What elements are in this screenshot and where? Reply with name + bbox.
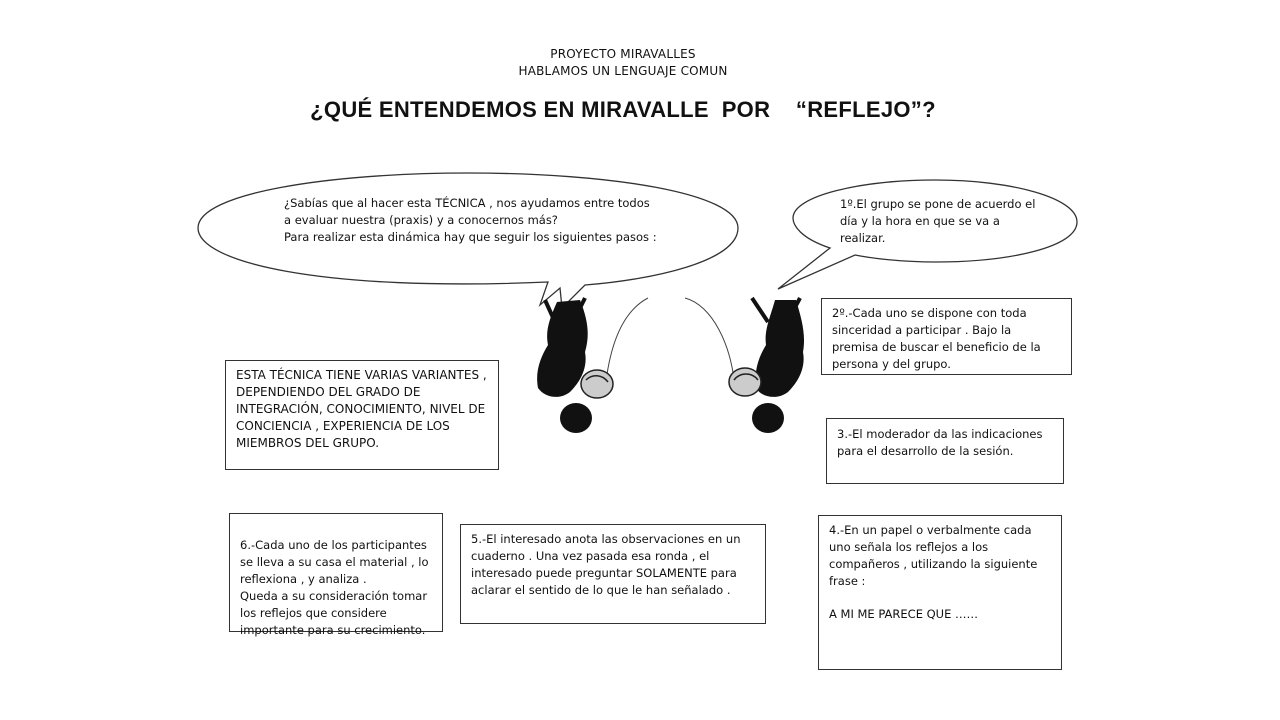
project-name: PROYECTO MIRAVALLES [550,47,696,61]
left-arc [605,298,648,390]
step-4-text: 4.-En un papel o verbalmente cada uno señala los reflejos a los compañeros , utilizando la siguiente frase : [829,523,1038,588]
step-6-text: 6.-Cada uno de los participantes se lleva a su casa el material , lo reflexiona , y analiza . Queda a su consideración tomar los reflejos que considere importante para su crecimiento. [240,538,429,637]
step-2-box [821,298,1072,375]
page-title: ¿QUÉ ENTENDEMOS EN MIRAVALLE POR “REFLEJO”? [310,97,936,122]
project-subtitle: HABLAMOS UN LENGUAJE COMUN [518,64,728,78]
step-5-text: 5.-El interesado anota las observaciones en un cuaderno . Una vez pasada esa ronda , el interesado puede preguntar SOLAMENTE para aclarar el sentido de lo que le han señalado . [471,532,741,597]
right-bubble-text: 1º.El grupo se pone de acuerdo el día y la hora en que se va a realizar. [840,197,1036,245]
step-2-text: 2º.-Cada uno se dispone con toda sinceridad a participar . Bajo la premisa de buscar el beneficio de la persona y del grupo. [832,306,1041,371]
step-3-text: 3.-El moderador da las indicaciones para el desarrollo de la sesión. [837,427,1043,458]
step-4-phrase: A MI ME PARECE QUE …… [829,607,979,621]
right-figure-icon [729,298,804,433]
right-arc [685,298,735,390]
variants-text: ESTA TÉCNICA TIENE VARIAS VARIANTES , DEPENDIENDO DEL GRADO DE INTEGRACIÓN, CONOCIMIENTO, NIVEL DE CONCIENCIA , EXPERIENCIA DE LOS MIEMBROS DEL GRUPO. [236,368,487,450]
step-6-box [229,513,443,637]
left-figure-icon [537,298,613,433]
step-3-box [826,418,1064,484]
variants-box [225,360,499,470]
step-5-box [460,524,766,624]
step-4-box [818,515,1062,670]
left-bubble-text: ¿Sabías que al hacer esta TÉCNICA , nos ayudamos entre todos a evaluar nuestra (praxis) y a conocernos más? Para realizar esta dinámica hay que seguir los siguientes pasos : [284,196,657,244]
